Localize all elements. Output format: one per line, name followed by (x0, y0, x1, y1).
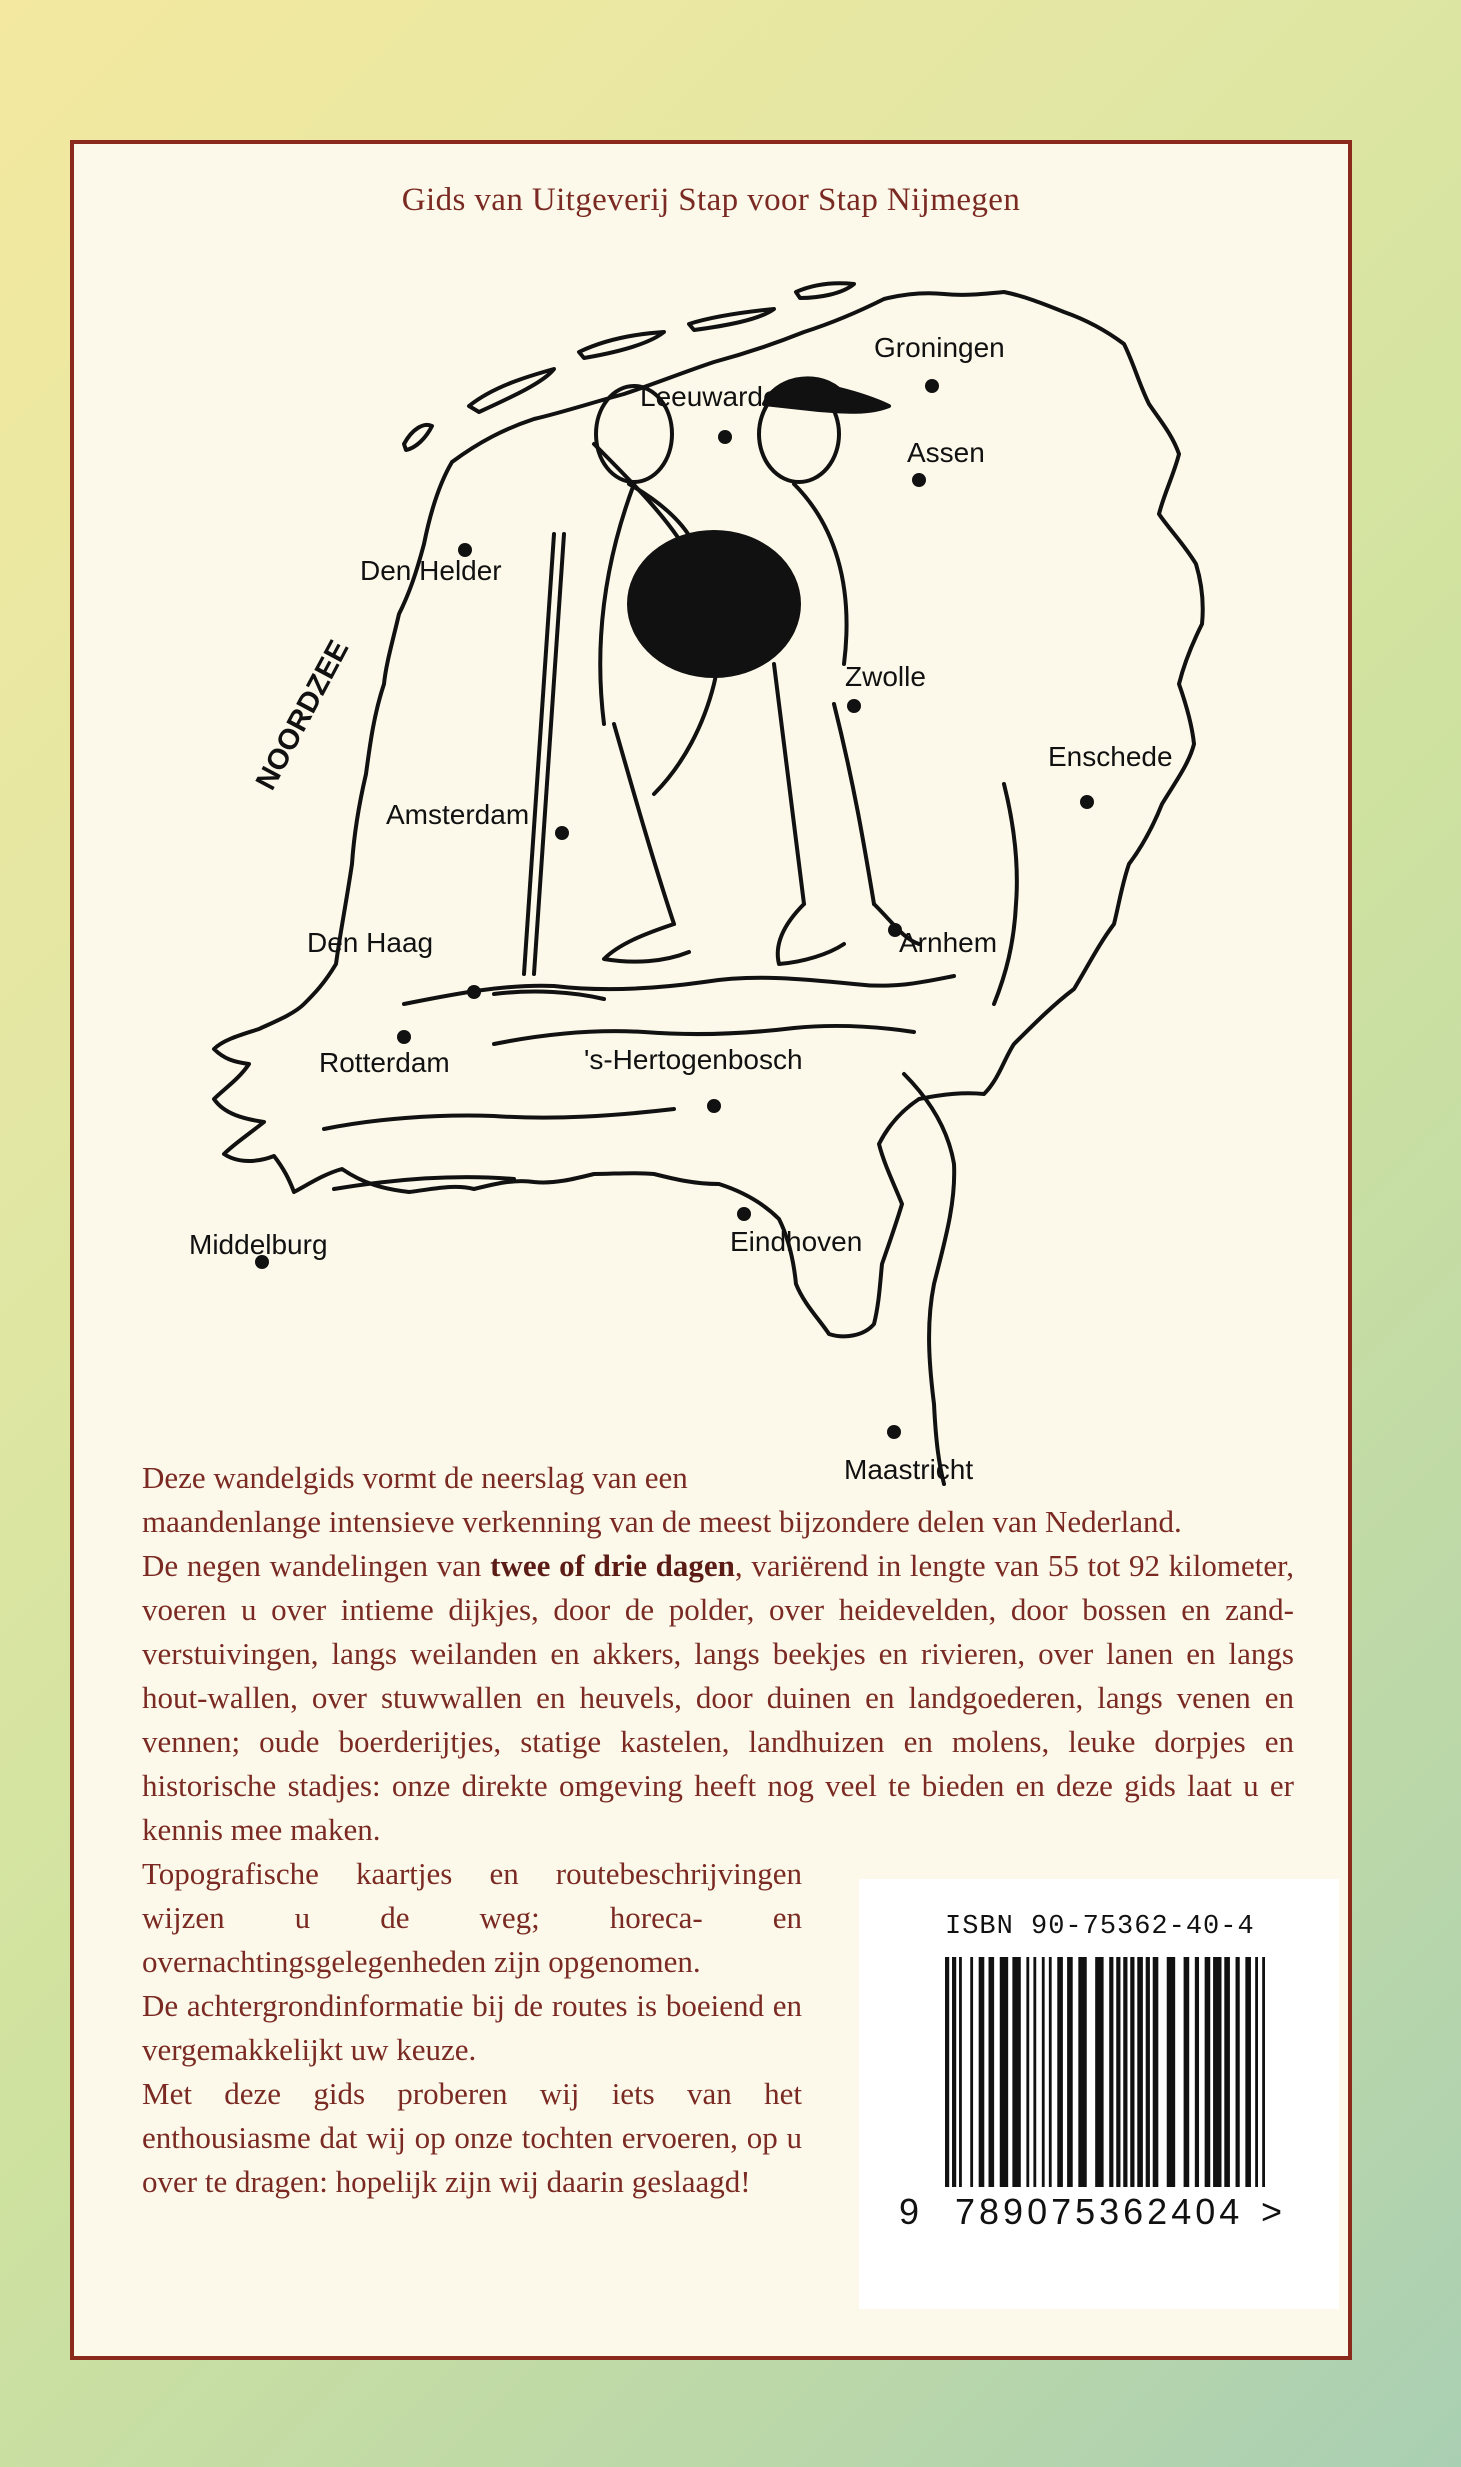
barcode-bar (1042, 1957, 1045, 2187)
barcode-bar (1255, 1957, 1258, 2187)
barcode-bar (1033, 1957, 1036, 2187)
wadden-island-4 (796, 283, 854, 298)
barcode-bar (1116, 1957, 1120, 2187)
city-eindhoven: Eindhoven (730, 1226, 863, 1257)
city-zwolle: Zwolle (845, 661, 926, 692)
barcode-bar (970, 1957, 973, 2187)
ijssel (994, 784, 1017, 1004)
city-maastricht: Maastricht (844, 1454, 974, 1485)
barcode-bar (1130, 1957, 1134, 2187)
barcode-bar (1236, 1957, 1240, 2187)
wadden-island-1 (469, 369, 554, 412)
barcode-bar (1205, 1957, 1211, 2187)
blurb-paragraph-3: Topografische kaartjes en routebeschrijvingen wijzen u de weg; horeca- en overnachtingsgelegenheden zijn opgenomen. (142, 1856, 802, 1979)
city-den-helder: Den Helder (360, 555, 502, 586)
isbn-barcode (859, 1879, 1339, 2309)
barcode-bar (1026, 1957, 1029, 2187)
city-leeuwarden: Leeuwarden (640, 381, 795, 412)
city-assen: Assen (907, 437, 985, 468)
wadden-island-2 (579, 332, 664, 358)
blurb-p1-line1: Deze wandelgids vormt de neerslag van een (142, 1460, 688, 1495)
blurb-paragraph-5: Met deze gids proberen wij iets van het enthousiasme dat wij op onze tochten ervoeren, op u over te dragen: hopelijk zijn wij daarin geslaagd! (142, 2076, 802, 2199)
barcode-bar (1067, 1957, 1073, 2187)
city-rotterdam: Rotterdam (319, 1047, 450, 1078)
barcode-bar (1213, 1957, 1221, 2187)
noordzee-label: NOORDZEE (249, 635, 356, 796)
barcode-bars (945, 1957, 1265, 2197)
zeeland-arm-1 (324, 1109, 674, 1129)
barcode-bar (1000, 1957, 1008, 2187)
blurb-paragraph-2 (142, 1544, 1294, 1852)
blurb-p2-rest: , variërend in lengte van 55 tot 92 kilometer, voeren u over intieme dijkjes, door de polder, over heidevelden, door bossen en zand-verstuivingen, langs weilanden en akkers, langs beekjes en rivieren, over lanen en langs hout-wallen, over stuwwallen en heuvels, door duinen en landgoederen, langs venen en vennen; oude boerderijtjes, statige kastelen, landhuizen en molens, leuke dorpjes en historische stadjes: onze direkte omgeving heeft nog veel te bieden en deze gids laat u er kennis mee maken. (142, 1548, 1294, 1847)
publisher-line: Gids van Uitgeverij Stap voor Stap Nijmegen (401, 182, 1021, 218)
city-amsterdam: Amsterdam (386, 799, 530, 830)
wadden-island-5 (404, 425, 432, 450)
barcode-bar (1167, 1957, 1175, 2187)
blurb-p2-bold: twee of drie dagen (490, 1548, 735, 1583)
barcode-bar (1049, 1957, 1052, 2187)
river-rhine (404, 976, 954, 1004)
city-middelburg: Middelburg (189, 1229, 328, 1260)
barcode-bar (1078, 1957, 1086, 2187)
barcode-bar (1095, 1957, 1103, 2187)
netherlands-map (74, 144, 1356, 1504)
city-groningen: Groningen (874, 332, 1005, 363)
blurb-p2-start: De negen wandelingen van (142, 1548, 491, 1583)
ean-arrow: > (1261, 2191, 1283, 2232)
blurb-paragraph-1 (142, 1456, 1294, 1544)
barcode-bar (1224, 1957, 1230, 2187)
city-arnhem: Arnhem (899, 927, 998, 958)
barcode-bar (1245, 1957, 1251, 2187)
city-den-haag: Den Haag (307, 927, 434, 958)
country-outline (214, 292, 1203, 1336)
ean-first-digit: 9 (899, 2191, 920, 2232)
barcode-bar (1012, 1957, 1020, 2187)
barcode-bar (952, 1957, 956, 2187)
barcode-bar (1137, 1957, 1143, 2187)
barcode-bar (1262, 1957, 1265, 2187)
back-cover-panel (70, 140, 1352, 2360)
isbn-label: ISBN 90-75362-40-4 (945, 1912, 1255, 1942)
barcode-bar (989, 1957, 995, 2187)
ean-digits: 789075362404 (955, 2191, 1244, 2232)
barcode-bar (1195, 1957, 1199, 2187)
blurb-p1-line2: maandenlange intensieve verkenning van de meest bijzondere delen van Nederland. (142, 1504, 1182, 1539)
city-enschede: Enschede (1048, 741, 1173, 772)
barcode-bar (959, 1957, 962, 2187)
barcode-bar (1109, 1957, 1113, 2187)
river-maas (904, 1074, 954, 1484)
barcode-bar (1146, 1957, 1150, 2187)
wadden-island-3 (689, 309, 774, 330)
river-waal (494, 1026, 914, 1044)
blurb-paragraph-4: De achtergrondinformatie bij de routes is boeiend en vergemakkelijkt uw keuze. (142, 1988, 802, 2067)
city-hertogenbosch: 's-Hertogenbosch (584, 1044, 803, 1075)
barcode-bar (979, 1957, 985, 2187)
barcode-bar (1153, 1957, 1159, 2187)
barcode-bar (1123, 1957, 1127, 2187)
barcode-bar (1057, 1957, 1063, 2187)
barcode-bar (945, 1957, 949, 2187)
barcode-bar (1184, 1957, 1190, 2187)
